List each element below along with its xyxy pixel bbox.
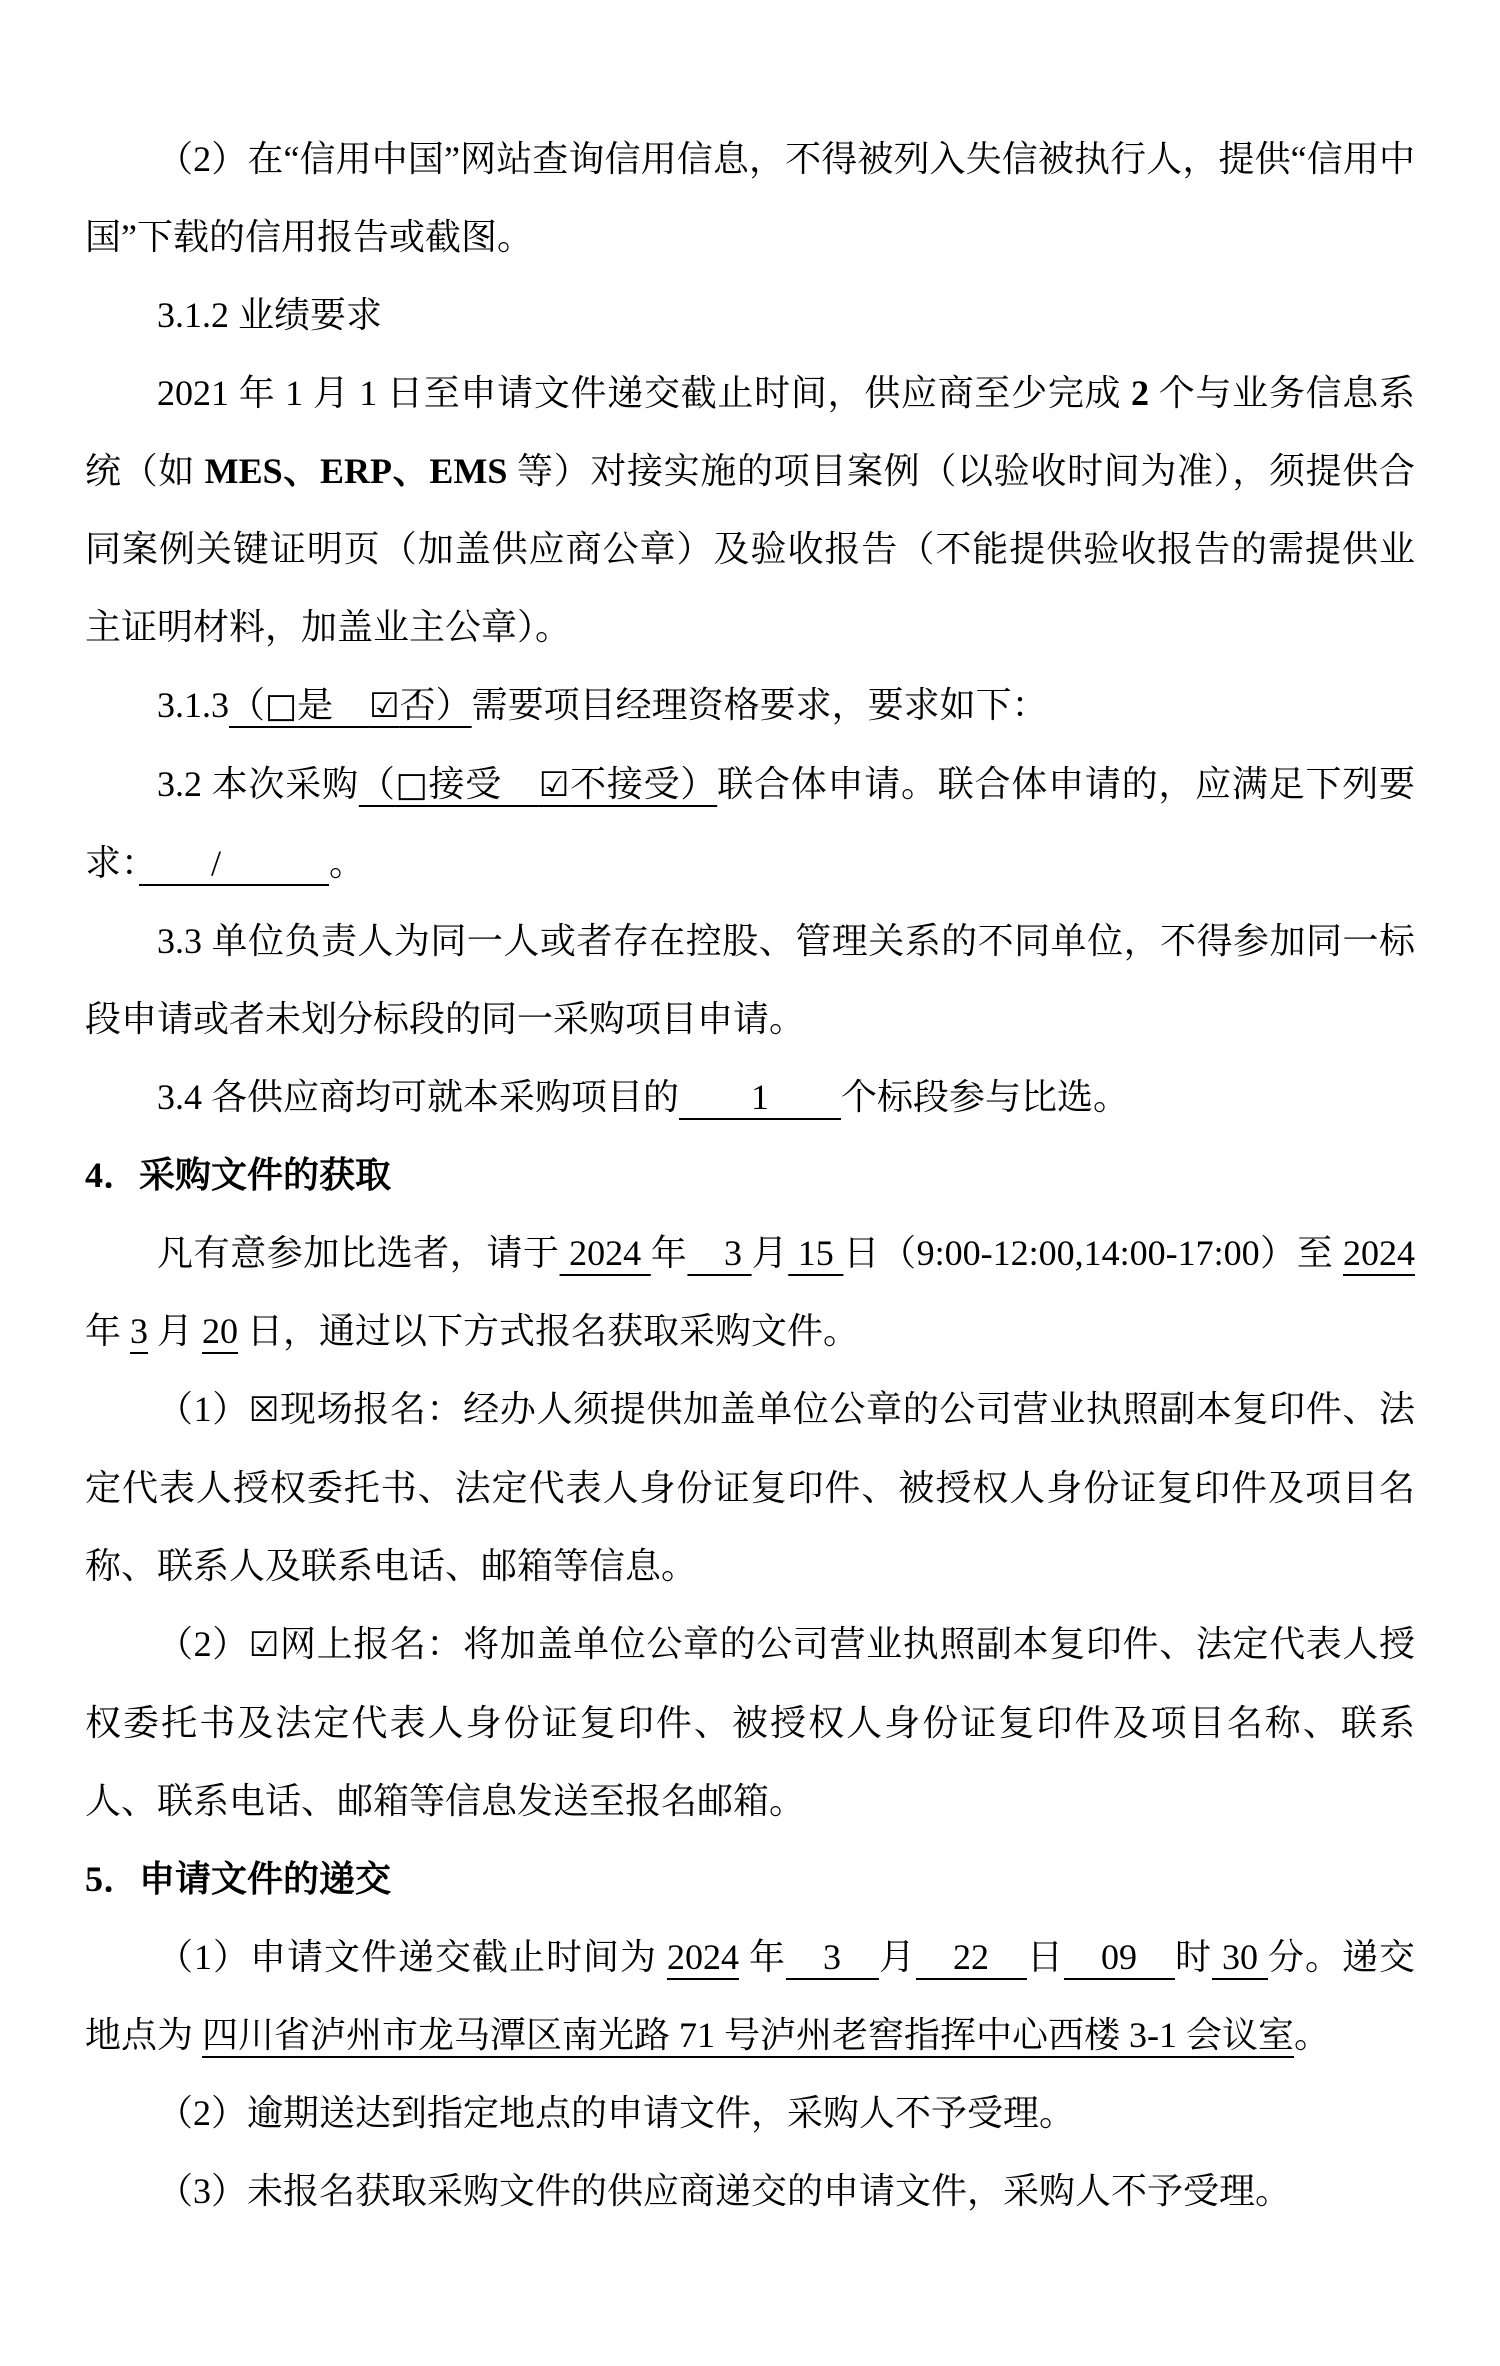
text-run: 3.1.2 业绩要求 — [157, 295, 383, 335]
checkbox-checked-icon: ☑ — [538, 765, 570, 805]
clause-3-1-2-content — [85, 354, 1415, 666]
checkbox-checked-icon: ☑ — [248, 1625, 280, 1665]
text-run: 4．采购文件的获取 — [85, 1155, 392, 1195]
text-run: 现场报名：经办人须提供加盖单位公章的公司营业执照副本复印件、法定代表人授权委托书、法定代表人身份证复印件、被授权人身份证复印件及项目名称、联系人及联系电话、邮箱等信息。 — [85, 1389, 1415, 1586]
text-run: 月 — [148, 1311, 203, 1351]
text-run: 3 — [785, 1937, 879, 1977]
clause-credit-china — [85, 120, 1415, 276]
document-body — [85, 120, 1415, 2230]
clause-3-1-3 — [85, 666, 1415, 745]
text-run: / — [139, 843, 330, 883]
section-5-heading — [85, 1840, 1415, 1918]
text-run: 。 — [1294, 2015, 1331, 2055]
text-run: 3.4 各供应商均可就本采购项目的 — [157, 1077, 680, 1117]
text-run: 2021 年 1 月 1 日至申请文件递交截止时间，供应商至少完成 — [157, 373, 1131, 413]
text-run: 年 — [85, 1311, 131, 1351]
text-run: 日（9:00-12:00,14:00-17:00）至 — [843, 1233, 1343, 1273]
clause-3-3 — [85, 902, 1415, 1058]
text-run: 日，通过以下方式报名获取采购文件。 — [238, 1311, 860, 1351]
clause-3-1-2-title — [85, 276, 1415, 354]
text-run: 2 — [1130, 373, 1149, 413]
text-run: （2） — [157, 1624, 249, 1664]
clause-4-intro — [85, 1214, 1415, 1370]
text-run: 20 — [202, 1311, 239, 1351]
text-run: 月 — [751, 1233, 789, 1273]
text-run: 分。递交地点为 — [85, 1937, 1415, 2055]
text-run: 2024 — [559, 1233, 651, 1273]
text-run: （ — [358, 764, 396, 804]
text-run: 是 — [297, 685, 370, 725]
text-run: （2）逾期送达到指定地点的申请文件，采购人不予受理。 — [157, 2093, 1076, 2133]
section-4-heading — [85, 1136, 1415, 1214]
text-run: （2）在“信用中国”网站查询信用信息，不得被列入失信被执行人，提供“信用中国”下载的信用报告或截图。 — [85, 139, 1415, 257]
clause-5-2-late — [85, 2074, 1415, 2152]
text-run: 接受 — [428, 764, 539, 804]
text-run: （3）未报名获取采购文件的供应商递交的申请文件，采购人不予受理。 — [157, 2171, 1292, 2211]
clause-4-2-online — [85, 1605, 1415, 1840]
text-run: 22 — [915, 1937, 1027, 1977]
text-run: 5．申请文件的递交 — [85, 1859, 392, 1899]
text-run: 不接受） — [569, 764, 718, 804]
text-run: 2024 — [1342, 1233, 1415, 1273]
checkbox-unchecked-icon: □ — [265, 686, 298, 726]
text-run: （1） — [157, 1389, 249, 1429]
text-run: 09 — [1063, 1937, 1175, 1977]
checkbox-xmarked-icon: ☒ — [248, 1390, 280, 1430]
text-run: 时 — [1174, 1937, 1212, 1977]
text-run: 3.3 单位负责人为同一人或者存在控股、管理关系的不同单位，不得参加同一标段申请或者未划分标段的同一采购项目申请。 — [85, 921, 1415, 1039]
text-run: 年 — [738, 1937, 786, 1977]
text-run: 1 — [679, 1077, 842, 1117]
text-run: 个与业务信息系统（如 — [85, 373, 1415, 491]
text-run: 30 — [1211, 1937, 1268, 1977]
clause-3-4 — [85, 1058, 1415, 1136]
text-run: 月 — [878, 1937, 916, 1977]
checkbox-unchecked-icon: □ — [395, 765, 429, 805]
text-run: 3 — [130, 1311, 149, 1351]
clause-5-1-deadline — [85, 1918, 1415, 2074]
text-run: MES、ERP、EMS — [204, 451, 508, 491]
text-run: 网上报名：将加盖单位公章的公司营业执照副本复印件、法定代表人授权委托书及法定代表人身份证复印件、被授权人身份证复印件及项目名称、联系人、联系电话、邮箱等信息发送至报名邮箱。 — [85, 1624, 1415, 1821]
text-run: 日 — [1026, 1937, 1064, 1977]
text-run: 否） — [399, 685, 472, 725]
text-run: 等）对接实施的项目案例（以验收时间为准），须提供合同案例关键证明页（加盖供应商公章）及验收报告（不能提供验收报告的需提供业主证明材料，加盖业主公章）。 — [85, 451, 1415, 647]
text-run: 2024 — [666, 1937, 739, 1977]
text-run: 3.2 本次采购 — [157, 764, 359, 804]
text-run: （1）申请文件递交截止时间为 — [157, 1937, 667, 1977]
text-run: 年 — [650, 1233, 688, 1273]
text-run: 3.1.3 — [157, 685, 229, 725]
text-run: 联合体申请。联合体申请的，应满足下列要求： — [85, 764, 1415, 883]
text-run: （ — [229, 685, 266, 725]
text-run: 15 — [788, 1233, 844, 1273]
clause-3-2 — [85, 745, 1415, 902]
text-run: 凡有意参加比选者，请于 — [157, 1233, 560, 1273]
text-run: 。 — [329, 843, 366, 883]
text-run: 需要项目经理资格要求，要求如下： — [471, 685, 1048, 725]
checkbox-checked-icon: ☑ — [369, 686, 400, 726]
text-run: 四川省泸州市龙马潭区南光路 71 号泸州老窖指挥中心西楼 3-1 会议室 — [202, 2015, 1295, 2055]
text-run: 3 — [687, 1233, 752, 1273]
text-run: 个标段参与比选。 — [841, 1077, 1130, 1117]
clause-4-1-onsite — [85, 1370, 1415, 1605]
clause-5-3-unregistered — [85, 2152, 1415, 2230]
